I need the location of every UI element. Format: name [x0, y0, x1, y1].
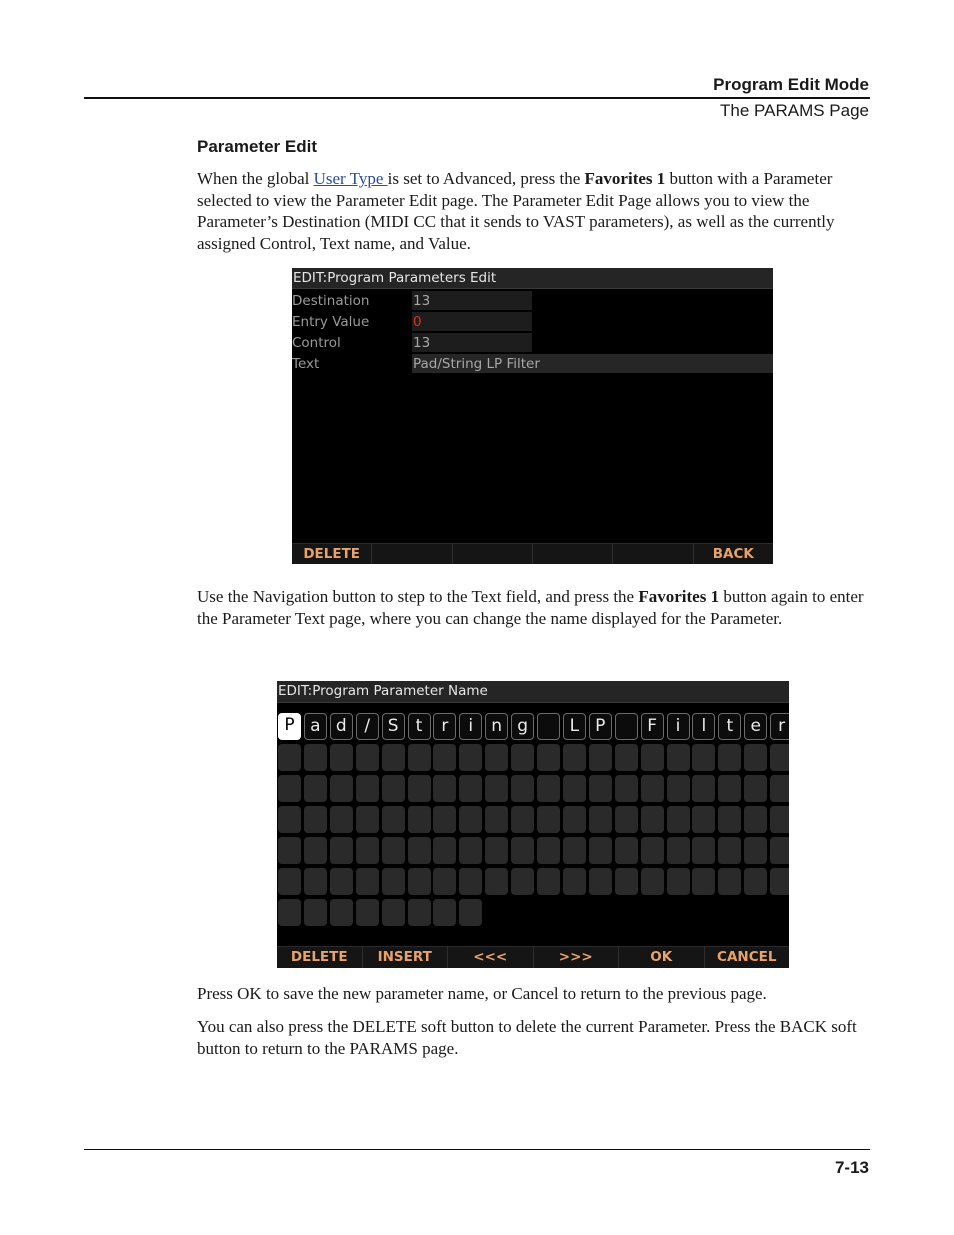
character-cell[interactable]: t	[718, 713, 741, 740]
empty-character-cell[interactable]	[744, 837, 767, 864]
character-cell[interactable]: L	[563, 713, 586, 740]
empty-character-cell[interactable]	[382, 744, 405, 771]
empty-character-cell[interactable]	[433, 837, 456, 864]
character-cell[interactable]: S	[382, 713, 405, 740]
empty-character-cell[interactable]	[744, 868, 767, 895]
empty-character-cell[interactable]	[511, 837, 534, 864]
empty-character-cell[interactable]	[563, 837, 586, 864]
soft-button-4[interactable]	[533, 544, 613, 564]
soft-button-2[interactable]	[372, 544, 452, 564]
intro-text-3: button with a Parameter selected to view the Parameter Edit page. The Parameter Edit Page allows you to view the Parameter’s Destination (MIDI CC that it sends to VAST parameters), as well as the currently assigned Control, Text name, and Value.	[197, 169, 835, 253]
empty-character-cell[interactable]	[356, 775, 379, 802]
empty-character-cell[interactable]	[537, 837, 560, 864]
parameter-name-screen	[277, 681, 789, 968]
empty-character-cell[interactable]	[330, 837, 353, 864]
empty-character-cell[interactable]	[433, 868, 456, 895]
character-cell[interactable]: i	[459, 713, 482, 740]
empty-character-cell[interactable]	[718, 775, 741, 802]
empty-character-cell[interactable]	[330, 775, 353, 802]
character-cell[interactable]	[537, 713, 560, 740]
empty-character-cell[interactable]	[641, 806, 664, 833]
intro-text-1: When the global	[197, 169, 314, 188]
footer-rule	[84, 1149, 870, 1150]
empty-character-cell[interactable]	[770, 868, 789, 895]
empty-character-cell[interactable]	[511, 744, 534, 771]
cancel-soft-button[interactable]: CANCEL	[705, 947, 790, 968]
empty-character-cell[interactable]	[770, 744, 789, 771]
empty-character-cell[interactable]	[563, 868, 586, 895]
empty-character-cell[interactable]	[433, 775, 456, 802]
empty-character-cell[interactable]	[511, 775, 534, 802]
empty-character-row	[278, 837, 789, 868]
soft-button-bar	[277, 946, 789, 968]
empty-character-cell[interactable]	[718, 837, 741, 864]
empty-character-cell[interactable]	[485, 806, 508, 833]
empty-character-cell[interactable]	[589, 744, 612, 771]
character-cell[interactable]: r	[433, 713, 456, 740]
character-cell[interactable]	[615, 713, 638, 740]
character-cell[interactable]: l	[692, 713, 715, 740]
empty-character-cell[interactable]	[563, 775, 586, 802]
empty-character-cell[interactable]	[356, 837, 379, 864]
nav-text-1: Use the Navigation button to step to the Text field, and press the	[197, 587, 639, 606]
empty-character-cell[interactable]	[330, 806, 353, 833]
text-row[interactable]	[292, 354, 773, 374]
empty-character-cell[interactable]	[485, 744, 508, 771]
empty-character-cell[interactable]	[408, 899, 431, 926]
favorites-1-bold: Favorites 1	[584, 169, 666, 188]
character-cell[interactable]: P	[589, 713, 612, 740]
character-cell[interactable]: F	[641, 713, 664, 740]
empty-character-cell[interactable]	[304, 806, 327, 833]
empty-character-cell[interactable]	[770, 806, 789, 833]
character-cell[interactable]: r	[770, 713, 789, 740]
empty-character-cell[interactable]	[408, 806, 431, 833]
selected-character-cell[interactable]: P	[278, 713, 301, 740]
character-grid	[278, 713, 789, 930]
ok-cancel-paragraph: Press OK to save the new parameter name, or Cancel to return to the previous page.	[197, 984, 767, 1003]
empty-character-cell[interactable]	[382, 899, 405, 926]
entry-value-label: Entry Value	[292, 314, 370, 330]
character-cell[interactable]: /	[356, 713, 379, 740]
chapter-title: Program Edit Mode	[713, 75, 869, 94]
empty-character-cell[interactable]	[537, 775, 560, 802]
empty-character-cell[interactable]	[641, 837, 664, 864]
empty-character-cell[interactable]	[692, 868, 715, 895]
empty-character-cell[interactable]	[667, 806, 690, 833]
empty-character-cell[interactable]	[667, 744, 690, 771]
empty-character-cell[interactable]	[537, 806, 560, 833]
text-value[interactable]: Pad/String LP Filter	[412, 354, 773, 373]
empty-character-cell[interactable]	[667, 868, 690, 895]
empty-character-cell[interactable]	[615, 868, 638, 895]
empty-character-cell[interactable]	[718, 806, 741, 833]
empty-character-cell[interactable]	[382, 837, 405, 864]
control-row[interactable]	[292, 333, 773, 353]
entry-value-row[interactable]	[292, 312, 773, 332]
empty-character-cell[interactable]	[641, 775, 664, 802]
empty-character-cell[interactable]	[304, 744, 327, 771]
soft-button-3[interactable]	[453, 544, 533, 564]
empty-character-cell[interactable]	[589, 837, 612, 864]
empty-character-cell[interactable]	[356, 868, 379, 895]
empty-character-cell[interactable]	[744, 744, 767, 771]
empty-character-cell[interactable]	[382, 806, 405, 833]
empty-character-cell[interactable]	[615, 744, 638, 771]
empty-character-cell[interactable]	[667, 837, 690, 864]
empty-character-cell[interactable]	[278, 806, 301, 833]
character-cell[interactable]: d	[330, 713, 353, 740]
cursor-right-soft-button[interactable]: >>>	[534, 947, 620, 968]
empty-character-cell[interactable]	[692, 837, 715, 864]
empty-character-cell[interactable]	[278, 837, 301, 864]
back-soft-button[interactable]: BACK	[694, 544, 773, 564]
control-label: Control	[292, 335, 341, 351]
empty-character-cell[interactable]	[278, 775, 301, 802]
empty-character-cell[interactable]	[589, 868, 612, 895]
empty-character-cell[interactable]	[563, 744, 586, 771]
empty-character-cell[interactable]	[382, 868, 405, 895]
empty-character-cell[interactable]	[718, 744, 741, 771]
empty-character-cell[interactable]	[304, 868, 327, 895]
empty-character-cell[interactable]	[356, 744, 379, 771]
character-cell[interactable]: i	[667, 713, 690, 740]
empty-character-cell[interactable]	[408, 744, 431, 771]
empty-character-cell[interactable]	[433, 899, 456, 926]
header-rule	[84, 97, 870, 99]
empty-character-cell[interactable]	[459, 806, 482, 833]
empty-character-cell[interactable]	[589, 775, 612, 802]
empty-character-cell[interactable]	[356, 806, 379, 833]
empty-character-row	[278, 806, 789, 837]
empty-character-cell[interactable]	[433, 744, 456, 771]
empty-character-cell[interactable]	[382, 775, 405, 802]
empty-character-cell[interactable]	[459, 744, 482, 771]
character-cell[interactable]: n	[485, 713, 508, 740]
empty-character-cell[interactable]	[408, 837, 431, 864]
empty-character-cell[interactable]	[356, 899, 379, 926]
empty-character-cell[interactable]	[304, 899, 327, 926]
ok-soft-button[interactable]: OK	[619, 947, 705, 968]
empty-character-cell[interactable]	[770, 837, 789, 864]
cursor-left-soft-button[interactable]: <<<	[448, 947, 534, 968]
empty-character-cell[interactable]	[278, 744, 301, 771]
section-title: The PARAMS Page	[720, 101, 869, 120]
parameter-edit-screen	[292, 268, 773, 564]
navigation-paragraph	[197, 586, 873, 629]
empty-character-cell[interactable]	[692, 806, 715, 833]
empty-character-cell[interactable]	[485, 868, 508, 895]
empty-character-cell[interactable]	[667, 775, 690, 802]
text-label: Text	[292, 356, 320, 372]
empty-character-cell[interactable]	[589, 806, 612, 833]
screen-title: EDIT:Program Parameters Edit	[292, 268, 773, 289]
empty-character-cell[interactable]	[304, 775, 327, 802]
soft-button-5[interactable]	[613, 544, 693, 564]
empty-character-cell[interactable]	[485, 775, 508, 802]
destination-value[interactable]: 13	[412, 291, 532, 310]
empty-character-cell[interactable]	[744, 806, 767, 833]
character-cell[interactable]: a	[304, 713, 327, 740]
control-value[interactable]: 13	[412, 333, 532, 352]
empty-character-row	[278, 899, 789, 930]
empty-character-cell[interactable]	[433, 806, 456, 833]
destination-row[interactable]	[292, 291, 773, 311]
soft-button-bar	[292, 543, 773, 564]
delete-soft-button[interactable]: DELETE	[277, 947, 363, 968]
delete-soft-button[interactable]: DELETE	[292, 544, 372, 564]
destination-label: Destination	[292, 293, 370, 309]
empty-character-cell[interactable]	[692, 744, 715, 771]
user-type-link[interactable]: User Type	[313, 169, 388, 188]
name-character-row	[278, 713, 789, 744]
empty-character-cell[interactable]	[770, 775, 789, 802]
empty-character-cell[interactable]	[563, 806, 586, 833]
empty-character-cell[interactable]	[330, 899, 353, 926]
empty-character-cell[interactable]	[511, 806, 534, 833]
empty-character-cell[interactable]	[641, 744, 664, 771]
empty-character-cell[interactable]	[330, 744, 353, 771]
empty-character-cell[interactable]	[641, 868, 664, 895]
entry-value-value[interactable]: 0	[412, 312, 532, 331]
empty-character-cell[interactable]	[408, 775, 431, 802]
favorites-1-bold-2: Favorites 1	[638, 587, 720, 606]
empty-character-cell[interactable]	[615, 806, 638, 833]
parameter-edit-heading: Parameter Edit	[197, 137, 317, 156]
empty-character-row	[278, 868, 789, 899]
empty-character-cell[interactable]	[615, 837, 638, 864]
empty-character-cell[interactable]	[537, 744, 560, 771]
empty-character-cell[interactable]	[485, 837, 508, 864]
empty-character-cell[interactable]	[537, 868, 560, 895]
character-cell[interactable]: e	[744, 713, 767, 740]
character-cell[interactable]: g	[511, 713, 534, 740]
delete-back-paragraph: You can also press the DELETE soft button to delete the current Parameter. Press the BACK soft button to return to the PARAMS page.	[197, 1017, 857, 1058]
empty-character-cell[interactable]	[408, 868, 431, 895]
screen-title: EDIT:Program Parameter Name	[277, 681, 789, 703]
empty-character-cell[interactable]	[511, 868, 534, 895]
empty-character-cell[interactable]	[330, 868, 353, 895]
intro-paragraph	[197, 168, 873, 254]
empty-character-cell[interactable]	[278, 868, 301, 895]
empty-character-cell[interactable]	[278, 899, 301, 926]
empty-character-cell[interactable]	[459, 868, 482, 895]
empty-character-cell[interactable]	[304, 837, 327, 864]
empty-character-cell[interactable]	[744, 775, 767, 802]
empty-character-cell[interactable]	[718, 868, 741, 895]
empty-character-cell[interactable]	[615, 775, 638, 802]
empty-character-row	[278, 775, 789, 806]
page-number: 7-13	[834, 1158, 869, 1177]
empty-character-row	[278, 744, 789, 775]
empty-character-cell[interactable]	[692, 775, 715, 802]
insert-soft-button[interactable]: INSERT	[363, 947, 449, 968]
empty-character-cell[interactable]	[459, 837, 482, 864]
empty-character-cell[interactable]	[459, 775, 482, 802]
character-cell[interactable]: t	[408, 713, 431, 740]
empty-character-cell[interactable]	[459, 899, 482, 926]
intro-text-2: is set to Advanced, press the	[387, 169, 585, 188]
nav-text-2: button again to enter the Parameter Text page, where you can change the name displayed for the Parameter.	[197, 587, 864, 628]
